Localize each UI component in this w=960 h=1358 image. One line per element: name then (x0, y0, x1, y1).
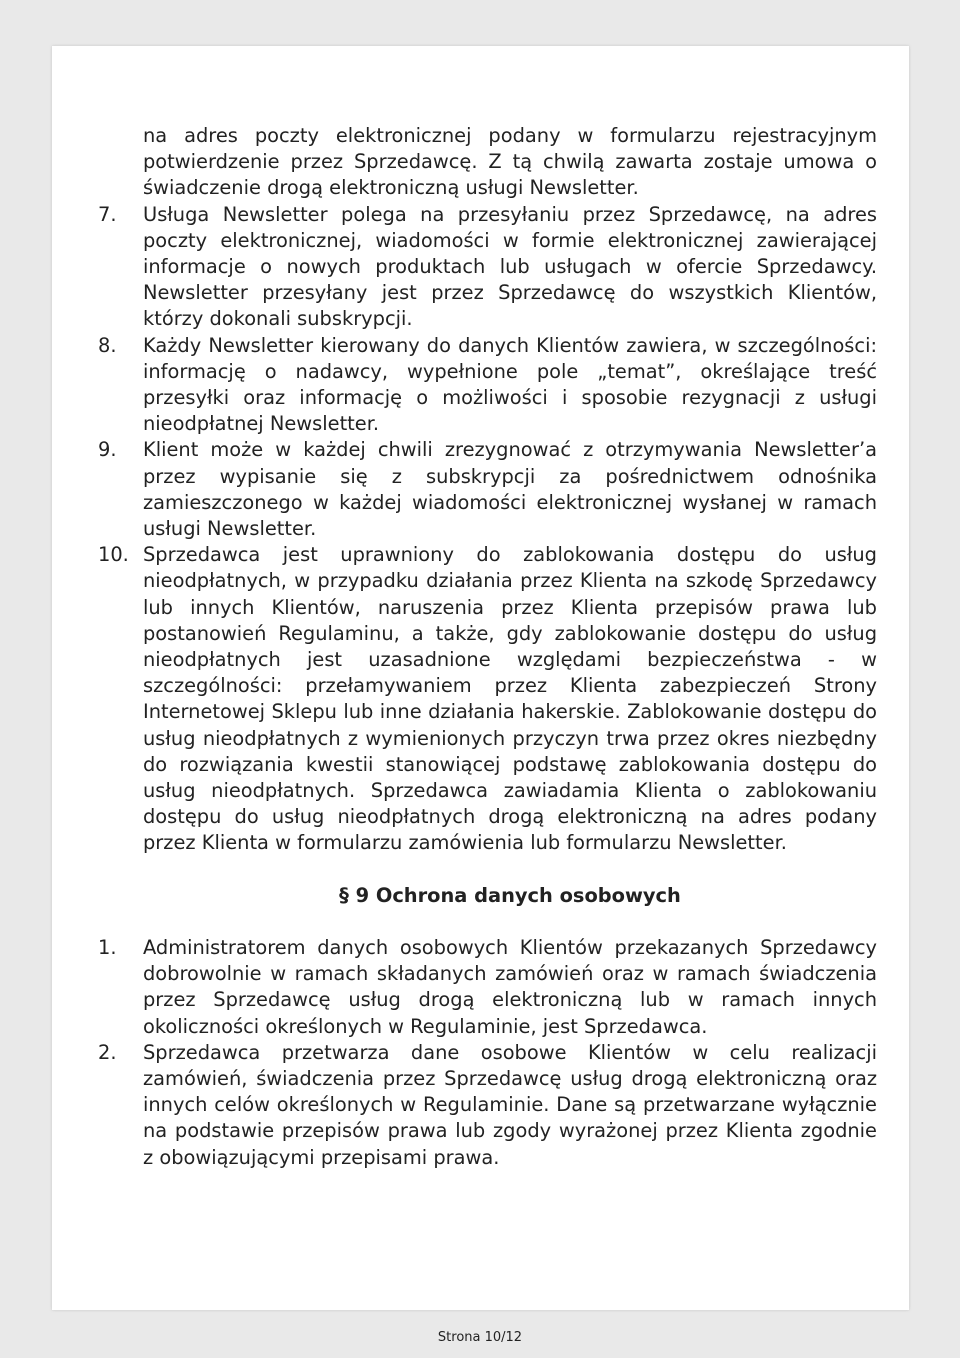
list-item-8 (98, 333, 877, 438)
list-text: Usługa Newsletter polega na przesyłaniu przez Sprzedawcę, na adres poczty elektronicznej, wiadomości w formie elektronicznej zawierającej informacje o nowych produktach lub usługach w ofercie Sprzedawcy. Newsletter przesyłany jest przez Sprzedawcę do wszystkich Klientów, którzy dokonali subskrypcji. (143, 202, 877, 331)
list-number: 1. (98, 935, 117, 959)
list-text: Administratorem danych osobowych Klientów przekazanych Sprzedawcy dobrowolnie w ramach składanych zamówień oraz w ramach świadczenia przez Sprzedawcę usług drogą elektroniczną lub w ramach innych okoliczności określonych w Regulaminie, jest Sprzedawca. (143, 935, 877, 1038)
list-item-7 (98, 202, 877, 333)
document-page (52, 46, 909, 1310)
list-number: 8. (98, 333, 117, 357)
list-text: Każdy Newsletter kierowany do danych Klientów zawiera, w szczególności: informację o nadawcy, wypełnione pole „temat”, określające treść przesyłki oraz informację o możliwości i sposobie rezygnacji z usługi nieodpłatnej Newsletter. (143, 333, 877, 436)
list-text: Klient może w każdej chwili zrezygnować z otrzymywania Newsletter’a przez wypisanie się z subskrypcji za pośrednictwem odnośnika zamieszczonego w każdej wiadomości elektronicznej wysłanej w ramach usługi Newsletter. (143, 438, 877, 541)
list-item-1 (98, 935, 877, 1040)
list-number: 2. (98, 1040, 117, 1064)
list-number: 10. (98, 543, 129, 567)
page-content (98, 123, 877, 1171)
list-item-10 (98, 542, 877, 856)
continuation-paragraph: na adres poczty elektronicznej podany w formularzu rejestracyjnym potwierdzenie przez Sprzedawcę. Z tą chwilą zawarta zostaje umowa o świadczenie drogą elektroniczną usługi Newsletter. (143, 124, 877, 200)
list-item-2 (98, 1040, 877, 1171)
section-heading: § 9 Ochrona danych osobowych (339, 883, 681, 907)
list-text: Sprzedawca jest uprawniony do zablokowania dostępu do usług nieodpłatnych, w przypadku działania przez Klienta na szkodę Sprzedawcy lub innych Klientów, naruszenia przez Klienta przepisów prawa lub postanowień Regulaminu, a także, gdy zablokowanie dostępu do usług nieodpłatnych jest uzasadnione względami bezpieczeństwa - w szczególności: przełamywaniem przez Klienta zabezpieczeń Strony Internetowej Sklepu lub inne działania hakerskie. Zablokowanie dostępu do usług nieodpłatnych z wymienionych przyczyn trwa przez okres niezbędny do rozwiązania kwestii stanowiącej podstawę zablokowania dostępu do usług nieodpłatnych. Sprzedawca zawiadamia Klienta o zablokowaniu dostępu do usług nieodpłatnych drogą elektroniczną na adres podany przez Klienta w formularzu zamówienia lub formularzu Newsletter. (143, 543, 877, 855)
list-number: 9. (98, 438, 117, 462)
list-number: 7. (98, 202, 117, 226)
list-item-9 (98, 437, 877, 542)
list-text: Sprzedawca przetwarza dane osobowe Klientów w celu realizacji zamówień, świadczenia przez Sprzedawcę usług drogą elektroniczną oraz innych celów określonych w Regulaminie. Dane są przetwarzane wyłącznie na podstawie przepisów prawa lub zgody wyrażonej przez Klienta zgodnie z obowiązującymi przepisami prawa. (143, 1040, 877, 1169)
page-number: Strona 10/12 (437, 1330, 523, 1345)
